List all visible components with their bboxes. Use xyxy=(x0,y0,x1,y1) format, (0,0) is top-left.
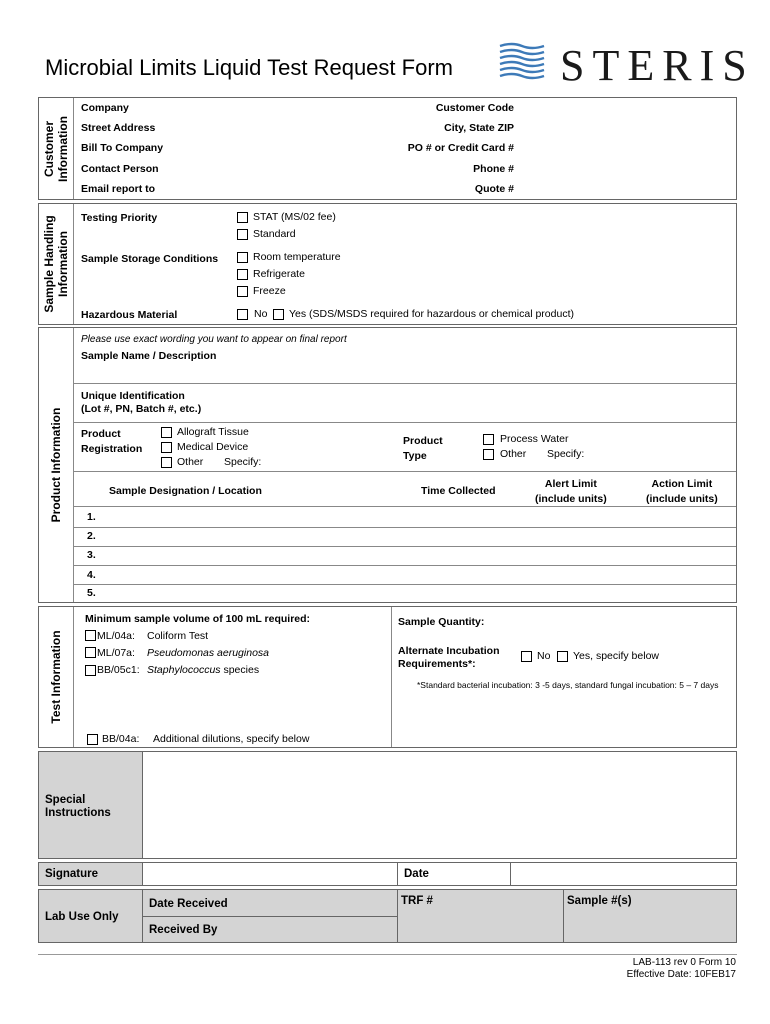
alt-incubation-yes-option: Yes, specify below xyxy=(573,650,659,662)
room-temp-option: Room temperature xyxy=(253,251,341,263)
medical-device-option: Medical Device xyxy=(177,441,249,453)
process-water-checkbox[interactable] xyxy=(483,434,494,445)
col-action-header: Action Limit (include units) xyxy=(646,478,718,505)
lab-use-label: Lab Use Only xyxy=(45,911,119,923)
sample-row-4[interactable]: 4. xyxy=(87,569,96,581)
product-section xyxy=(38,327,737,603)
signature-row xyxy=(38,862,737,886)
test-section-label: Test Information xyxy=(49,630,63,724)
sample-name-label: Sample Name / Description xyxy=(81,350,217,362)
stat-option: STAT (MS/02 fee) xyxy=(253,211,336,223)
bb05c1-name: Staphylococcus species xyxy=(147,664,260,676)
test-label-column xyxy=(39,607,74,747)
product-other-checkbox[interactable] xyxy=(161,457,172,468)
unique-id-label: Unique Identification (Lot #, PN, Batch #, etc.) xyxy=(81,390,202,415)
sample-handling-section-label: Sample Handling Information xyxy=(42,215,70,313)
storage-conditions-label: Sample Storage Conditions xyxy=(81,253,219,265)
form-title: Microbial Limits Liquid Test Request Form xyxy=(45,55,453,80)
sample-handling-section xyxy=(38,203,737,325)
bb04a-code: BB/04a: xyxy=(102,733,140,745)
freeze-option: Freeze xyxy=(253,285,286,297)
alt-incubation-label: Alternate Incubation Requirements*: xyxy=(398,645,500,670)
type-other-checkbox[interactable] xyxy=(483,449,494,460)
allograft-option: Allograft Tissue xyxy=(177,426,249,438)
product-section-label: Product Information xyxy=(49,407,63,523)
col-designation-header: Sample Designation / Location xyxy=(109,485,262,497)
standard-option: Standard xyxy=(253,228,296,240)
ml07a-checkbox[interactable] xyxy=(85,647,96,658)
alt-incubation-no-checkbox[interactable] xyxy=(521,651,532,662)
ml04a-code: ML/04a: xyxy=(97,630,135,642)
received-by-label: Received By xyxy=(149,924,218,936)
bb05c1-code: BB/05c1: xyxy=(97,664,140,676)
special-instructions-section xyxy=(38,751,737,859)
standard-incubation-note: *Standard bacterial incubation: 3 -5 days, standard fungal incubation: 5 – 7 days xyxy=(417,680,719,690)
refrigerate-checkbox[interactable] xyxy=(237,269,248,280)
customer-section-label-column xyxy=(39,98,74,199)
min-volume-label: Minimum sample volume of 100 mL required: xyxy=(85,613,311,625)
col-alert-header: Alert Limit (include units) xyxy=(535,478,607,505)
po-credit-label: PO # or Credit Card # xyxy=(407,142,514,154)
customer-code-label: Customer Code xyxy=(435,102,514,114)
ml04a-checkbox[interactable] xyxy=(85,630,96,641)
alt-incubation-yes-checkbox[interactable] xyxy=(557,651,568,662)
product-specify-label: Specify: xyxy=(224,456,262,468)
standard-checkbox[interactable] xyxy=(237,229,248,240)
ml07a-name: Pseudomonas aeruginosa xyxy=(147,647,270,659)
medical-device-checkbox[interactable] xyxy=(161,442,172,453)
date-received-label: Date Received xyxy=(149,898,228,910)
sample-handling-label-column xyxy=(39,204,74,324)
hazardous-label: Hazardous Material xyxy=(81,309,178,321)
type-specify-label: Specify: xyxy=(547,448,585,460)
sample-row-2[interactable]: 2. xyxy=(87,530,96,542)
sample-numbers-label: Sample #(s) xyxy=(567,895,632,907)
email-report-label: Email report to xyxy=(81,183,156,195)
bb04a-checkbox[interactable] xyxy=(87,734,98,745)
type-other-option: Other xyxy=(500,448,527,460)
col-time-header: Time Collected xyxy=(421,485,496,497)
signature-label: Signature xyxy=(45,868,99,880)
hazardous-no-checkbox[interactable] xyxy=(237,309,248,320)
exact-wording-note: Please use exact wording you want to appear on final report xyxy=(81,334,347,345)
ml07a-code: ML/07a: xyxy=(97,647,135,659)
phone-label: Phone # xyxy=(473,163,514,175)
contact-person-label: Contact Person xyxy=(81,163,159,175)
freeze-checkbox[interactable] xyxy=(237,286,248,297)
lab-use-section xyxy=(38,889,737,943)
quote-label: Quote # xyxy=(474,183,514,195)
hazardous-yes-option: Yes (SDS/MSDS required for hazardous or chemical product) xyxy=(289,308,574,320)
bb04a-name: Additional dilutions, specify below xyxy=(153,733,310,745)
effective-date: Effective Date: 10FEB17 xyxy=(626,969,736,980)
signature-field[interactable] xyxy=(143,863,397,885)
product-type-label: Product Type xyxy=(403,435,443,462)
product-registration-label: Product Registration xyxy=(81,428,143,455)
hazardous-no-option: No xyxy=(254,308,268,320)
date-label: Date xyxy=(404,868,429,880)
form-revision: LAB-113 rev 0 Form 10 xyxy=(632,957,736,968)
sample-row-5[interactable]: 5. xyxy=(87,587,96,599)
alt-incubation-no-option: No xyxy=(537,650,551,662)
testing-priority-label: Testing Priority xyxy=(81,212,158,224)
bill-to-label: Bill To Company xyxy=(81,142,164,154)
date-field[interactable] xyxy=(511,863,736,885)
product-label-column xyxy=(39,328,74,602)
refrigerate-option: Refrigerate xyxy=(253,268,305,280)
product-other-option: Other xyxy=(177,456,204,468)
room-temp-checkbox[interactable] xyxy=(237,252,248,263)
special-instructions-field[interactable] xyxy=(143,752,736,858)
allograft-checkbox[interactable] xyxy=(161,427,172,438)
street-address-label: Street Address xyxy=(81,122,156,134)
ml04a-name: Coliform Test xyxy=(147,630,209,642)
bb05c1-checkbox[interactable] xyxy=(85,665,96,676)
customer-section xyxy=(38,97,737,200)
test-section xyxy=(38,606,737,748)
special-instructions-label: Special Instructions xyxy=(45,794,111,819)
stat-checkbox[interactable] xyxy=(237,212,248,223)
steris-logo-waves-icon xyxy=(498,42,546,82)
hazardous-yes-checkbox[interactable] xyxy=(273,309,284,320)
customer-section-label: Customer Information xyxy=(42,115,70,182)
city-state-zip-label: City, State ZIP xyxy=(444,122,514,134)
company-label: Company xyxy=(81,102,129,114)
trf-label: TRF # xyxy=(401,895,433,907)
sample-row-1[interactable]: 1. xyxy=(87,511,96,523)
sample-row-3[interactable]: 3. xyxy=(87,549,96,561)
sample-quantity-label: Sample Quantity: xyxy=(398,616,485,628)
steris-logo-text: STERIS xyxy=(560,41,755,90)
process-water-option: Process Water xyxy=(500,433,569,445)
